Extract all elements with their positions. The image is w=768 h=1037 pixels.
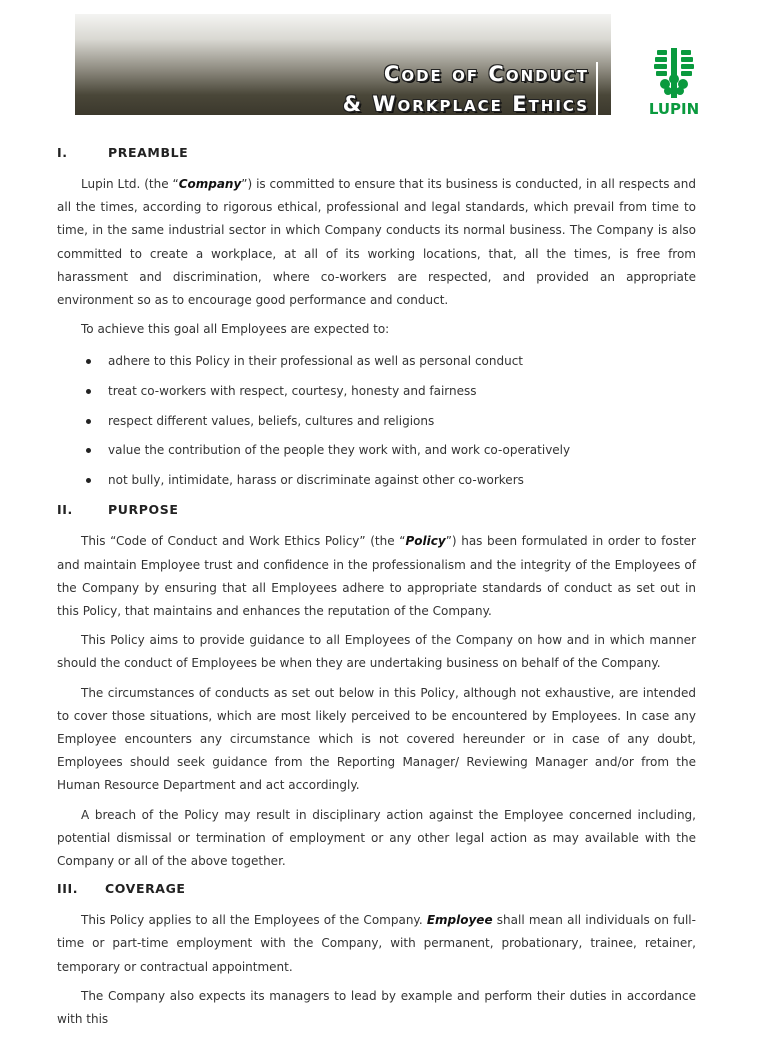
bullet-icon bbox=[86, 389, 91, 394]
defined-term: Policy bbox=[405, 534, 446, 549]
defined-term: Employee bbox=[426, 913, 493, 928]
list-item bbox=[57, 466, 696, 496]
list-item-text: adhere to this Policy in their professional as well as personal conduct bbox=[108, 354, 524, 369]
list-item-text: treat co-workers with respect, courtesy, honesty and fairness bbox=[108, 384, 477, 399]
section-number: I. bbox=[57, 145, 68, 160]
section-heading-preamble bbox=[57, 143, 696, 163]
list-item-text: not bully, intimidate, harass or discriminate against other co-workers bbox=[108, 472, 524, 487]
title-banner bbox=[75, 14, 611, 115]
preamble-paragraph-1 bbox=[57, 173, 696, 312]
list-item bbox=[57, 436, 696, 466]
text-run: shall mean all individuals on full-time or part-time employment with the Company, with permanent, probationary, trainee, retainer, temporary or contractual appointment. bbox=[57, 913, 696, 974]
lupin-logo bbox=[643, 46, 705, 118]
document-title bbox=[343, 59, 589, 119]
list-item bbox=[57, 377, 696, 407]
purpose-paragraph-4: A breach of the Policy may result in disciplinary action against the Employee concerned including, potential dismissal or termination of employment or any other legal action as may available with the Company or all of the above together. bbox=[57, 807, 696, 869]
text-run: This “Code of Conduct and Work Ethics Policy” (the “ bbox=[81, 534, 406, 549]
defined-term: Company bbox=[178, 177, 242, 191]
logo-wordmark: LUPIN bbox=[648, 100, 700, 118]
list-item-text: value the contribution of the people they work with, and work co-operatively bbox=[108, 443, 571, 458]
text-run: This Policy applies to all the Employees of the Company. bbox=[81, 913, 427, 928]
coverage-paragraph-2: The Company also expects its managers to lead by example and perform their duties in accordance with this bbox=[57, 988, 696, 1027]
text-run: ”) has been formulated in order to foster and maintain Employee trust and confidence in the professionalism and the integrity of the Employees of the Company by ensuring that all Employees adhere to appropriate standards of conduct as set out in this Policy, that maintains and enhances the reputation of the Company. bbox=[57, 534, 696, 618]
text-run: Lupin Ltd. (the “ bbox=[81, 177, 179, 191]
purpose-paragraph-2: This Policy aims to provide guidance to all Employees of the Company on how and in which manner should the conduct of Employees be when they are undertaking business on behalf of the Company. bbox=[57, 633, 696, 671]
bullet-icon bbox=[86, 359, 91, 364]
list-item bbox=[57, 347, 696, 377]
section-heading-purpose bbox=[57, 500, 696, 520]
title-line-1: Code of Conduct bbox=[383, 62, 589, 86]
preamble-paragraph-2: To achieve this goal all Employees are expected to: bbox=[81, 322, 390, 337]
title-divider bbox=[596, 62, 598, 120]
section-number: III. bbox=[57, 881, 79, 897]
text-run: ”) is committed to ensure that its business is conducted, in all respects and all the times, according to rigorous ethical, professional and legal standards, which prevail from time to time, in the same industrial sector in which Company conducts its normal business. The Company is also committed to create a workplace, at all of its working locations, that, all the times, is free from harassment and discrimination, where co-workers are respected, and provided an appropriate environment so as to encourage good performance and conduct. bbox=[57, 177, 696, 308]
bullet-icon bbox=[86, 419, 91, 424]
list-item-text: respect different values, beliefs, cultures and religions bbox=[108, 413, 435, 428]
section-title: PURPOSE bbox=[108, 502, 179, 518]
document-body bbox=[57, 143, 696, 1037]
bullet-icon bbox=[86, 478, 91, 483]
expectations-list bbox=[57, 347, 696, 495]
section-title: COVERAGE bbox=[105, 881, 186, 897]
lupin-plant-icon bbox=[643, 46, 705, 100]
bullet-icon bbox=[86, 448, 91, 453]
section-number: II. bbox=[57, 502, 73, 518]
purpose-paragraph-1 bbox=[57, 530, 696, 623]
title-line-2: & Workplace Ethics bbox=[342, 92, 589, 116]
purpose-paragraph-3: The circumstances of conducts as set out below in this Policy, although not exhaustive, are intended to cover those situations, which are most likely perceived to be encountered by Employees. In case any Employee encounters any circumstance which is not covered hereunder or in case of any doubt, Employees should seek guidance from the Reporting Manager/ Reviewing Manager and/or from the Human Resource Department and act accordingly. bbox=[57, 685, 696, 793]
section-heading-coverage bbox=[57, 879, 696, 899]
list-item bbox=[57, 407, 696, 437]
coverage-paragraph-1 bbox=[57, 909, 696, 979]
section-title: PREAMBLE bbox=[108, 145, 189, 160]
